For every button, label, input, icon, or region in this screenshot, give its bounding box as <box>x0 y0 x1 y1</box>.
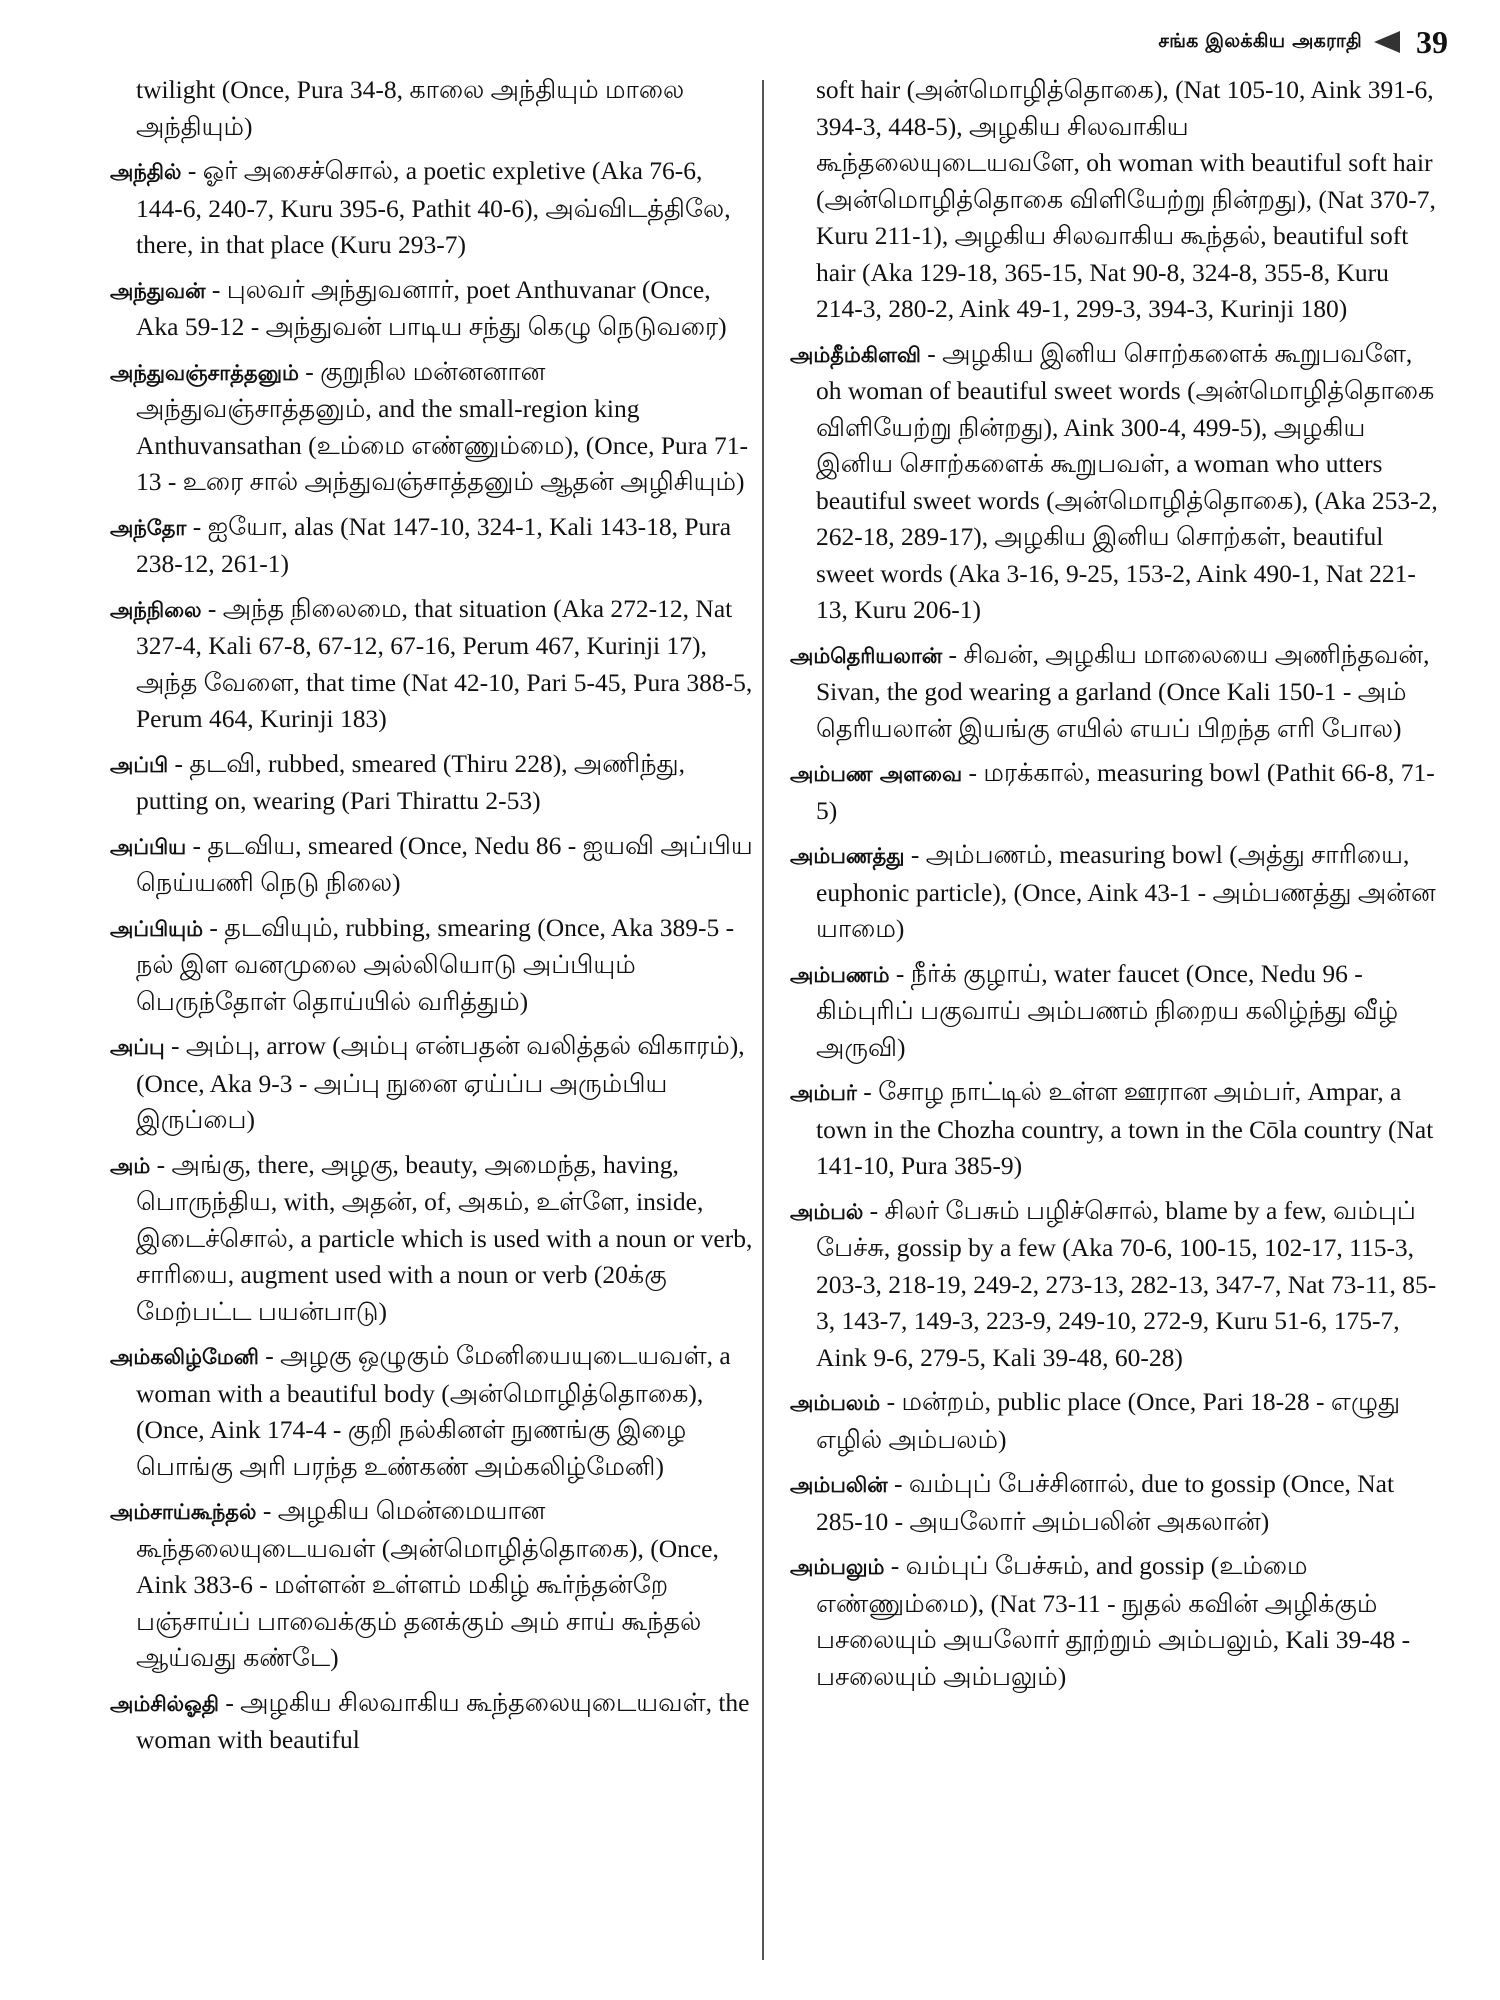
dictionary-entry <box>110 1147 755 1331</box>
entry-headword: அம்கலிழ்மேனி <box>110 1345 259 1369</box>
dictionary-entry <box>110 272 755 346</box>
entry-headword: அம்சாய்கூந்தல் <box>110 1500 257 1524</box>
dictionary-entry <box>110 910 755 1021</box>
dictionary-entry <box>790 336 1440 629</box>
entry-definition: - மன்றம், public place (Once, Pari 18-28 - எழுது எழில் அம்பலம்) <box>816 1387 1401 1454</box>
entry-headword: அம்பணம் <box>790 962 890 987</box>
entry-definition: - மரக்கால், measuring bowl (Pathit 66-8, 71-5) <box>816 758 1435 825</box>
running-head: சங்க இலக்கிய அகராதி <box>1158 29 1362 52</box>
entry-definition: - சிவன், அழகிய மாலையை அணிந்தவன், Sivan, the god wearing a garland (Once Kali 150-1 - அம் தெரியலான் இயங்கு எயில் எயப் பிறந்த எரி போல) <box>816 639 1430 743</box>
entry-headword: அந்தில் <box>110 160 182 184</box>
entry-headword: அந்துவன் <box>110 278 206 303</box>
dictionary-entry <box>110 72 755 145</box>
entry-definition: - அழகு ஒழுகும் மேனியையுடையவள், a woman with a beautiful body (அன்மொழித்தொகை), (Once, Aink 174-4 - குறி நல்கினள் நுணங்கு இழை பொங்கு அரி பரந்த உண்கண் அம்கலிழ்மேனி) <box>136 1341 731 1481</box>
dictionary-entry <box>790 956 1440 1067</box>
entry-definition: - அழகிய இனிய சொற்களைக் கூறுபவளே, oh woman of beautiful sweet words (அன்மொழித்தொகை விளியேற்று நின்றது), Aink 300-4, 499-5), அழகிய இனிய சொற்களைக் கூறுபவள், a woman who utters beautiful sweet words (அன்மொழித்தொகை), (Aka 253-2, 262-18, 289-17), அழகிய இனிய சொற்கள், beautiful sweet words (Aka 3-16, 9-25, 153-2, Aink 490-1, Nat 221-13, Kuru 206-1) <box>816 338 1438 624</box>
entry-headword: அம்பர் <box>790 1081 857 1105</box>
entry-definition: - அழகிய மென்மையான கூந்தலையுடையவள் (அன்மொழித்தொகை), (Once, Aink 383-6 - மள்ளன் உள்ளம் மகிழ் கூர்ந்தன்றே பஞ்சாய்ப் பாவைக்கும் தனக்கும் அம் சாய் கூந்தல் ஆய்வது கண்டே) <box>136 1496 719 1672</box>
dictionary-entry <box>790 837 1440 948</box>
page-header <box>1158 22 1448 62</box>
dictionary-entry <box>110 509 755 583</box>
dictionary-entry <box>110 354 755 501</box>
entry-headword: அந்நிலை <box>110 597 202 622</box>
dictionary-entry <box>790 1384 1440 1458</box>
dictionary-entry <box>110 828 755 902</box>
entry-definition: - அம்பு, arrow (அம்பு என்பதன் வலித்தல் விகாரம்), (Once, Aka 9-3 - அப்பு நுனை ஏய்ப்ப அரும்பிய இருப்பை) <box>136 1031 745 1134</box>
entry-definition: - சிலர் பேசும் பழிச்சொல், blame by a few, வம்புப் பேச்சு, gossip by a few (Aka 70-6, 100-15, 102-17, 115-3, 203-3, 218-19, 249-2, 273-13, 282-13, 347-7, Nat 73-11, 85-3, 143-7, 149-3, 223-9, 249-10, 272-9, Kuru 51-6, 175-7, Aink 9-6, 279-5, Kali 39-48, 60-28) <box>816 1195 1437 1372</box>
dictionary-entry <box>110 153 755 264</box>
entry-headword: அம் <box>110 1153 151 1178</box>
entry-definition: - அம்பணம், measuring bowl (அத்து சாரியை, euphonic particle), (Once, Aink 43-1 - அம்பணத்து அன்ன யாமை) <box>816 840 1436 943</box>
entry-definition: - தடவிய, smeared (Once, Nedu 86 - ஐயவி அப்பிய நெய்யணி நெடு நிலை) <box>136 830 753 897</box>
dictionary-entry <box>790 1193 1440 1377</box>
entry-definition: - புலவர் அந்துவனார், poet Anthuvanar (Once, Aka 59-12 - அந்துவன் பாடிய சந்து கெழு நெடுவரை) <box>136 274 727 341</box>
dictionary-entry <box>110 591 755 738</box>
entry-headword: அம்பலம் <box>790 1391 881 1415</box>
entry-headword: அம்பணத்து <box>790 844 905 868</box>
entry-headword: அம்பல் <box>790 1199 864 1224</box>
entry-definition: - சோழ நாட்டில் உள்ள ஊரான அம்பர், Ampar, a town in the Chozha country, a town in the Cōla country (Nat 141-10, Pura 385-9) <box>816 1077 1434 1180</box>
page-number: 39 <box>1416 23 1448 60</box>
dictionary-entry <box>110 1685 755 1759</box>
entry-definition: - தடவியும், rubbing, smearing (Once, Aka 389-5 - நல் இள வனமுலை அல்லியொடு அப்பியும் பெருந்தோள் தொய்யில் வரித்தும்) <box>136 912 735 1016</box>
dictionary-entry <box>790 1548 1440 1695</box>
column-divider <box>762 80 764 1960</box>
entry-headword: அப்பியும் <box>110 916 204 941</box>
entry-definition: - குறுநில மன்னனான அந்துவஞ்சாத்தனும், and the small-region king Anthuvansathan (உம்மை எண்ணும்மை), (Once, Pura 71-13 - உரை சால் அந்துவஞ்சாத்தனும் ஆதன் அழிசியும்) <box>136 356 748 496</box>
entry-definition: - வம்புப் பேச்சினால், due to gossip (Once, Nat 285-10 - அயலோர் அம்பலின் அகலான்) <box>816 1469 1395 1536</box>
dictionary-entry <box>110 1028 755 1139</box>
entry-headword: அப்பிய <box>110 834 187 859</box>
entry-headword: அந்தோ <box>110 515 187 540</box>
entry-definition: - அழகிய சிலவாகிய கூந்தலையுடையவள், the woman with beautiful <box>136 1687 750 1754</box>
dictionary-entry <box>110 746 755 820</box>
dictionary-entry <box>110 1338 755 1485</box>
dictionary-entry <box>110 1493 755 1677</box>
entry-headword: அம்பலின் <box>790 1473 888 1497</box>
dictionary-entry <box>790 755 1440 829</box>
left-triangle-icon <box>1374 31 1400 53</box>
entry-headword: அப்பு <box>110 1035 165 1059</box>
dictionary-entry <box>790 1074 1440 1185</box>
dictionary-entry <box>790 1466 1440 1540</box>
entry-headword: அம்பண அளவை <box>790 762 963 786</box>
left-column <box>110 72 755 1767</box>
entry-definition: - நீர்க் குழாய், water faucet (Once, Nedu 96 - கிம்புரிப் பகுவாய் அம்பணம் நிறைய கலிழ்ந்து வீழ் அருவி) <box>816 958 1399 1062</box>
entry-definition: - தடவி, rubbed, smeared (Thiru 228), அணிந்து, putting on, wearing (Pari Thirattu 2-53) <box>136 748 686 815</box>
entry-definition: soft hair (அன்மொழித்தொகை), (Nat 105-10, Aink 391-6, 394-3, 448-5), அழகிய சிலவாகிய கூந்தலையுடையவளே, oh woman with beautiful soft hair (அன்மொழித்தொகை விளியேற்று நின்றது), (Nat 370-7, Kuru 211-1), அழகிய சிலவாகிய கூந்தல், beautiful soft hair (Aka 129-18, 365-15, Nat 90-8, 324-8, 355-8, Kuru 214-3, 280-2, Aink 49-1, 299-3, 394-3, Kurinji 180) <box>816 75 1436 323</box>
entry-definition: - அந்த நிலைமை, that situation (Aka 272-12, Nat 327-4, Kali 67-8, 67-12, 67-16, Perum 467, Kurinji 17), அந்த வேளை, that time (Nat 42-10, Pari 5-45, Pura 388-5, Perum 464, Kurinji 183) <box>136 593 753 733</box>
entry-headword: அம்சில்ஓதி <box>110 1691 219 1716</box>
entry-definition: - வம்புப் பேச்சும், and gossip (உம்மை எண்ணும்மை), (Nat 73-11 - நுதல் கவின் அழிக்கும் பசலையும் அயலோர் தூற்றும் அம்பலும், Kali 39-48 - பசலையும் அம்பலும்) <box>816 1551 1411 1691</box>
entry-headword: அம்தீம்கிளவி <box>790 342 921 367</box>
dictionary-entry <box>790 637 1440 748</box>
entry-headword: அப்பி <box>110 752 169 777</box>
right-column <box>790 72 1440 1703</box>
entry-headword: அம்பலும் <box>790 1555 885 1579</box>
entry-headword: அந்துவஞ்சாத்தனும் <box>110 360 299 385</box>
entry-definition: twilight (Once, Pura 34-8, காலை அந்தியும் மாலை அந்தியும்) <box>136 75 685 141</box>
dictionary-entry <box>790 72 1440 328</box>
entry-definition: - ஐயோ, alas (Nat 147-10, 324-1, Kali 143-18, Pura 238-12, 261-1) <box>136 511 732 578</box>
entry-headword: அம்தெரியலான் <box>790 643 943 668</box>
entry-definition: - அங்கு, there, அழகு, beauty, அமைந்த, having, பொருந்திய, with, அதன், of, அகம், உள்ளே, inside, இடைச்சொல், a particle which is used with a noun or verb, சாரியை, augment used with a noun or verb (20க்கு மேற்பட்ட பயன்பாடு) <box>136 1149 753 1326</box>
entry-definition: - ஓர் அசைச்சொல், a poetic expletive (Aka 76-6, 144-6, 240-7, Kuru 395-6, Pathit 40-6), அவ்விடத்திலே, there, in that place (Kuru 293-7) <box>136 156 731 259</box>
